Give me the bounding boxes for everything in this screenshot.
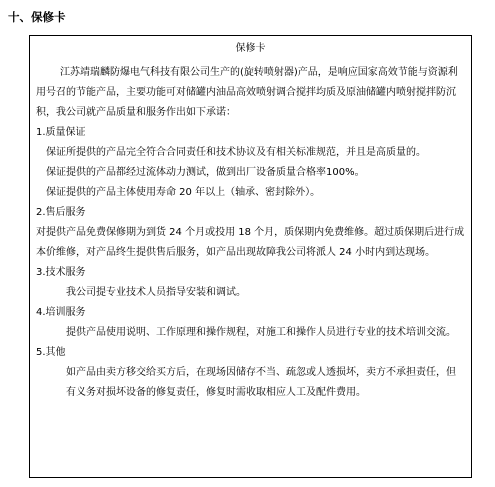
after-sales-heading: 2.售后服务 [36, 207, 86, 218]
quality-line: 保证提供的产品主体使用寿命 20 年以上（轴承、密封除外）。 [46, 187, 321, 198]
after-sales-paragraph: 对提供产品免费保修期为到货 24 个月或投用 18 个月，质保期内免费维修。超过质保期后进行成本价维修，对产品终生提供售后服务，如产品出现故障我公司将派人 24 小时内到达现场。 [36, 227, 465, 258]
intro-paragraph: 江苏靖瑞麟防爆电气科技有限公司生产的(旋转喷射器)产品，是响应国家高效节能与资源利用号召的节能产品，主要功能可对储罐内油品高效喷射调合搅拌均质及原油储罐内喷射搅拌防沉积，我公司就产品质量和服务作出如下承诺： [36, 67, 458, 118]
quality-heading: 1.质量保证 [36, 127, 86, 138]
training-paragraph: 提供产品使用说明、工作原理和操作规程，对施工和操作人员进行专业的技术培训交流。 [66, 327, 456, 338]
quality-line: 保证提供的产品都经过流体动力测试，做到出厂设备质量合格率100%。 [46, 167, 365, 178]
other-paragraph: 如产品由卖方移交给买方后，在现场因储存不当、疏忽或人透损坏，卖方不承担责任，但有义务对损坏设备的修复责任，修复时需收取相应人工及配件费用。 [66, 367, 456, 398]
quality-line: 保证所提供的产品完全符合合同责任和技术协议及有相关标准规范，并且是高质量的。 [46, 147, 426, 158]
section-heading: 十、保修卡 [8, 10, 66, 24]
tech-service-paragraph: 我公司提专业技术人员指导安装和调试。 [66, 287, 246, 298]
card-title: 保修卡 [235, 43, 266, 54]
training-heading: 4.培训服务 [36, 307, 86, 318]
tech-service-heading: 3.技术服务 [36, 267, 86, 278]
other-heading: 5.其他 [36, 347, 66, 358]
warranty-card [29, 35, 472, 478]
